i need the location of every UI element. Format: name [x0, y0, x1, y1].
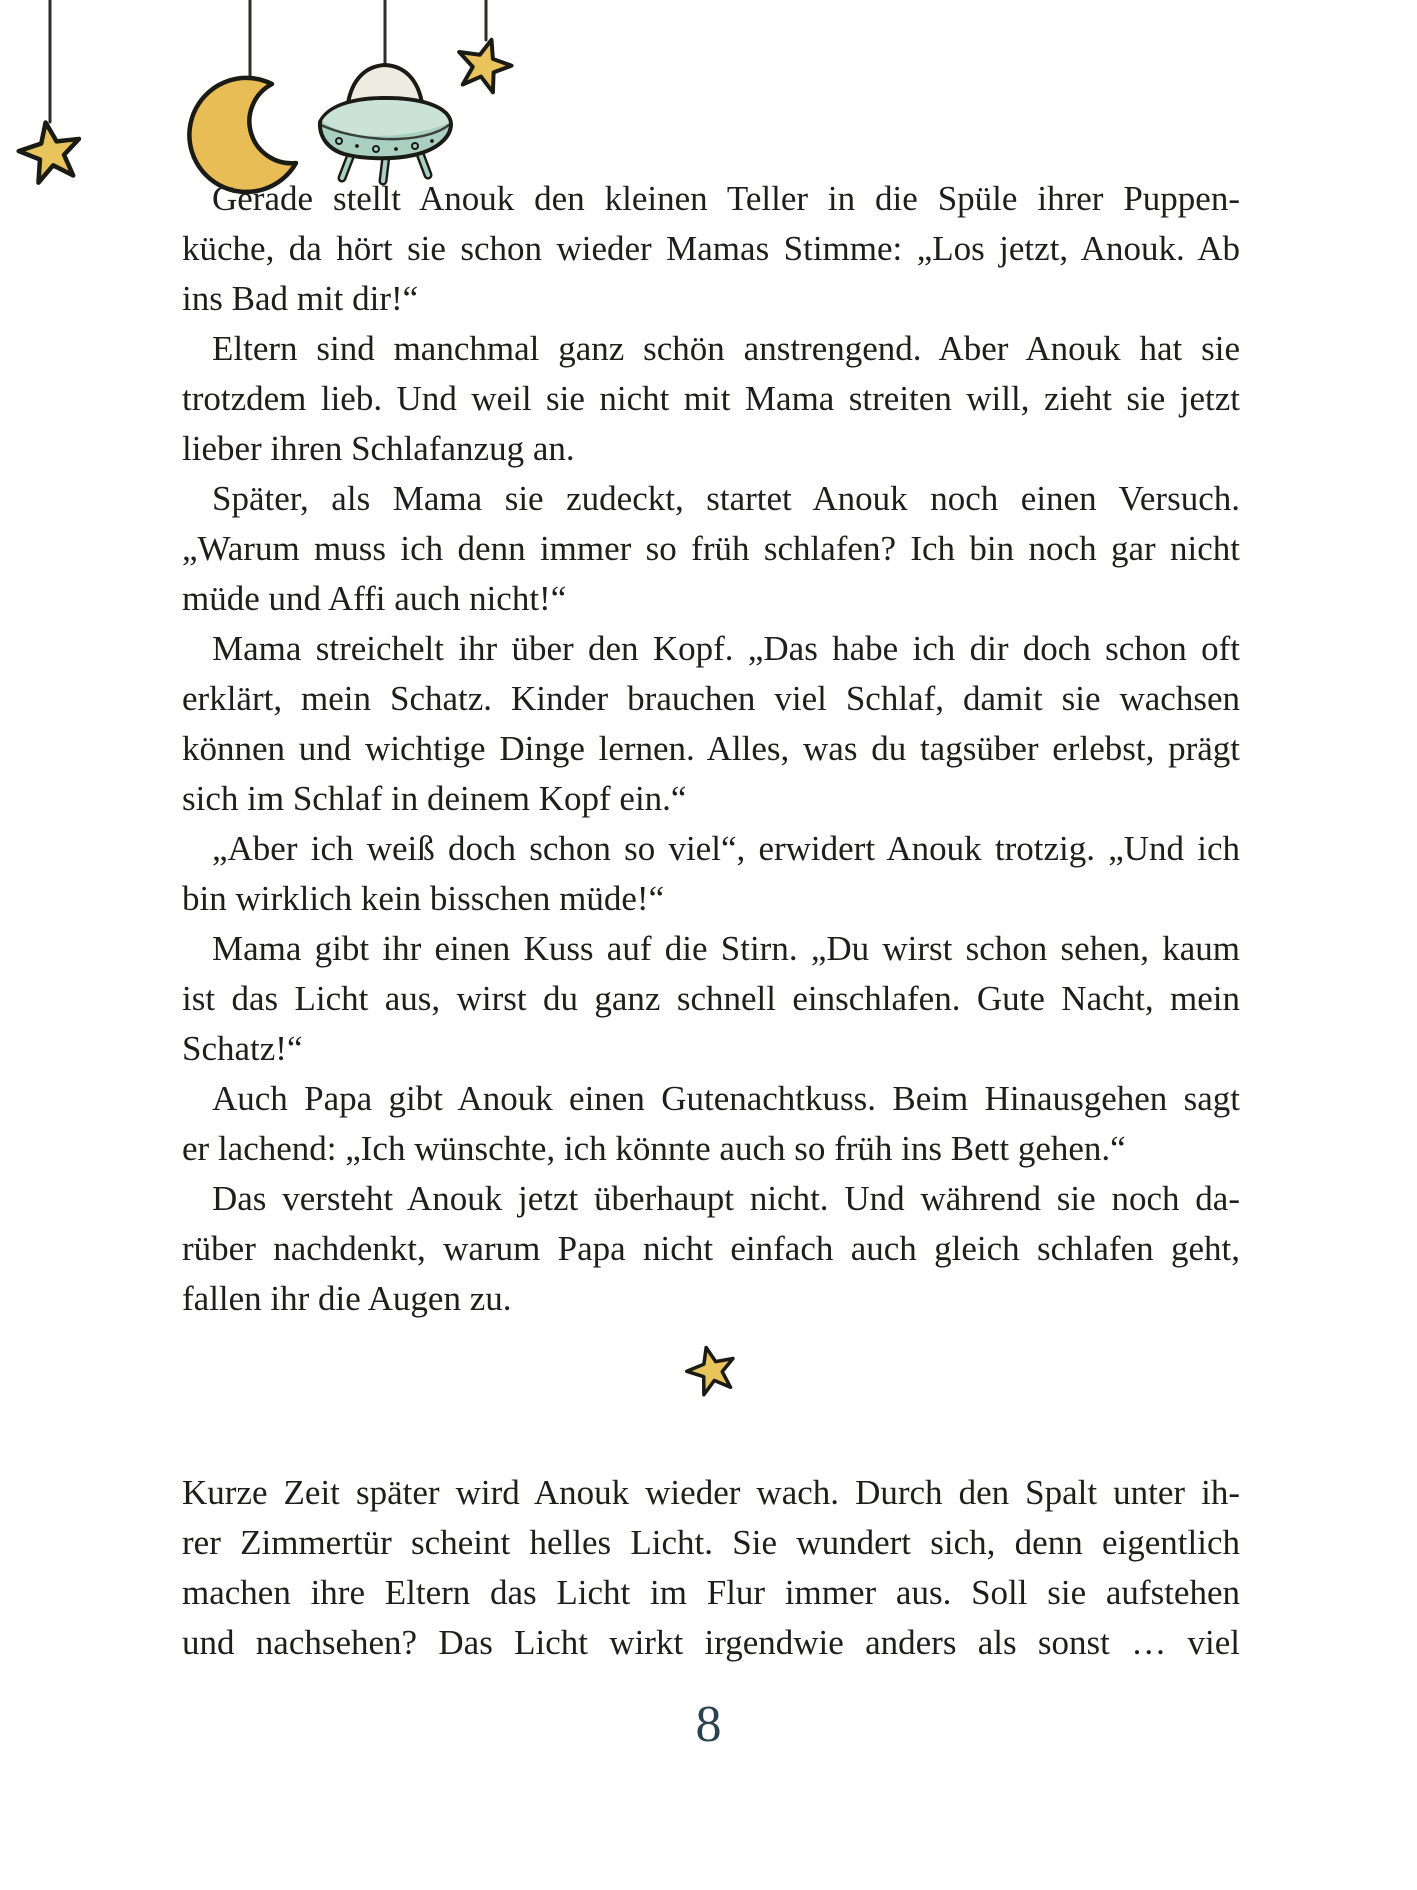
- text-line: trotzdem lieb. Und weil sie nicht mit Mama streiten will, zieht sie jetzt: [182, 379, 1240, 418]
- text-line: Gerade stellt Anouk den kleinen Teller in die Spüle ihrer Puppen-: [212, 179, 1240, 218]
- paragraph-block-1: [182, 174, 1240, 1324]
- text-line: Das versteht Anouk jetzt überhaupt nicht. Und während sie noch da-: [212, 1179, 1240, 1218]
- hanging-ufo: [320, 0, 451, 181]
- text-line: und nachsehen? Das Licht wirkt irgendwie anders als sonst … viel: [182, 1623, 1240, 1662]
- text-line: lieber ihren Schlafanzug an.: [182, 429, 575, 468]
- hanging-decorations: [0, 0, 560, 200]
- text-line: Auch Papa gibt Anouk einen Gutenachtkuss. Beim Hinausgehen sagt: [212, 1079, 1240, 1118]
- text-line: erklärt, mein Schatz. Kinder brauchen viel Schlaf, damit sie wachsen: [182, 679, 1240, 718]
- text-line: Mama gibt ihr einen Kuss auf die Stirn. „Du wirst schon sehen, kaum: [212, 929, 1240, 968]
- text-line: machen ihre Eltern das Licht im Flur immer aus. Soll sie aufstehen: [182, 1573, 1240, 1612]
- text-line: Mama streichelt ihr über den Kopf. „Das habe ich dir doch schon oft: [212, 629, 1240, 668]
- star-icon: [682, 1342, 739, 1398]
- text-line: ins Bad mit dir!“: [182, 279, 419, 318]
- paragraph-block-2: [182, 1468, 1240, 1668]
- text-line: küche, da hört sie schon wieder Mamas Stimme: „Los jetzt, Anouk. Ab: [182, 229, 1240, 268]
- star-icon: [15, 117, 86, 185]
- text-line: müde und Affi auch nicht!“: [182, 579, 567, 618]
- star-divider: [672, 1333, 750, 1411]
- text-line: Kurze Zeit später wird Anouk wieder wach. Durch den Spalt unter ih-: [182, 1473, 1240, 1512]
- text-line: bin wirklich kein bisschen müde!“: [182, 879, 665, 918]
- text-line: „Aber ich weiß doch schon so viel“, erwidert Anouk trotzig. „Und ich: [212, 829, 1240, 868]
- page-number: 8: [695, 1696, 722, 1753]
- star-icon: [451, 32, 517, 96]
- text-line: fallen ihr die Augen zu.: [182, 1279, 512, 1318]
- hanging-star-right: [451, 0, 517, 96]
- text-line: rüber nachdenkt, warum Papa nicht einfach auch gleich schlafen geht,: [182, 1229, 1240, 1268]
- text-line: Schatz!“: [182, 1029, 303, 1068]
- text-line: rer Zimmertür scheint helles Licht. Sie wundert sich, denn eigentlich: [182, 1523, 1240, 1562]
- text-line: sich im Schlaf in deinem Kopf ein.“: [182, 779, 687, 818]
- text-line: „Warum muss ich denn immer so früh schlafen? Ich bin noch gar nicht: [182, 529, 1240, 568]
- text-line: Später, als Mama sie zudeckt, startet Anouk noch einen Versuch.: [212, 479, 1240, 518]
- hanging-star-left: [15, 0, 86, 185]
- hanging-moon: [189, 0, 296, 192]
- text-line: Eltern sind manchmal ganz schön anstrengend. Aber Anouk hat sie: [212, 329, 1240, 368]
- text-line: können und wichtige Dinge lernen. Alles, was du tagsüber erlebst, prägt: [182, 729, 1240, 768]
- text-line: er lachend: „Ich wünschte, ich könnte auch so früh ins Bett gehen.“: [182, 1129, 1126, 1168]
- text-line: ist das Licht aus, wirst du ganz schnell einschlafen. Gute Nacht, mein: [182, 979, 1240, 1018]
